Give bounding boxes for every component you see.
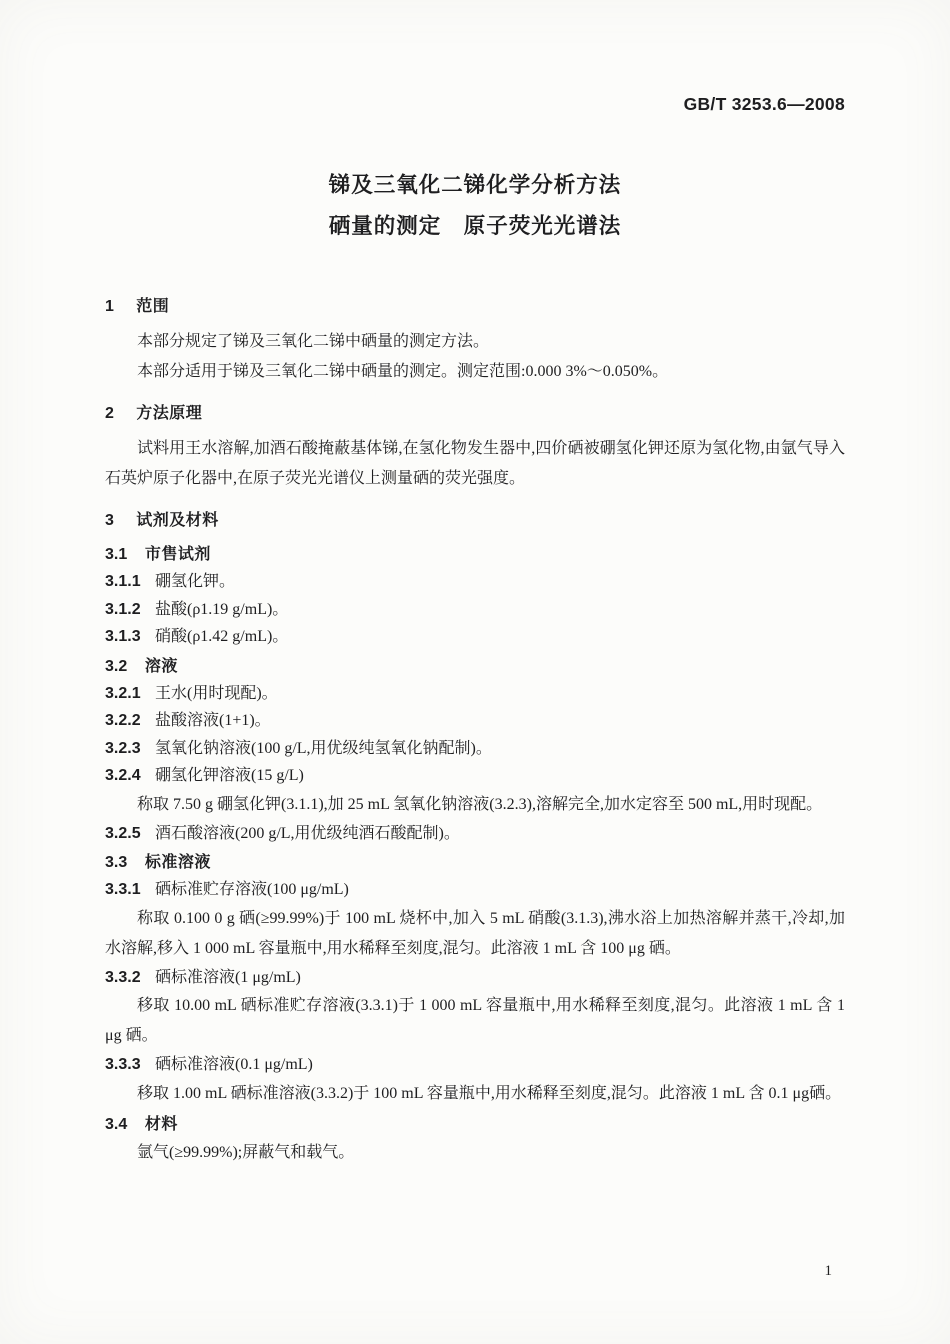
section-title: 范围 [136,298,170,315]
page-number: 1 [824,1263,832,1279]
paragraph: 氩气(≥99.99%);屏蔽气和载气。 [137,1143,355,1161]
subsection-heading [105,653,845,680]
clause-number: 3.3 [105,854,128,871]
clause-title: 硼氢化钾。 [154,573,235,590]
clause-title: 盐酸溶液(1+1)。 [154,712,271,729]
clause-title: 硼氢化钾溶液(15 g/L) [154,767,304,784]
paragraph: 移取 10.00 mL 硒标准贮存溶液(3.3.1)于 1 000 mL 容量瓶中,用水稀释至刻度,混匀。此溶液 1 mL 含 1 μg 硒。 [105,997,845,1044]
clause-number: 3.2.2 [105,712,141,729]
document-body [105,293,845,1168]
clause-number: 3.3.3 [105,1056,141,1073]
section-title: 方法原理 [136,405,203,422]
clause-number: 3.4 [105,1115,128,1133]
clause-heading [105,876,845,904]
subsection-heading [105,849,845,876]
section-heading-principle [105,400,845,427]
clause-number: 3.1.3 [105,628,141,645]
section-heading-reagents [105,507,845,534]
section-title: 试剂及材料 [136,512,219,529]
clause-title: 硒标准贮存溶液(100 μg/mL) [154,881,349,898]
clause-heading [105,735,845,763]
clause-number: 3.1 [105,546,128,563]
section-number: 1 [105,298,114,315]
document-title-line2: 硒量的测定 原子荧光光谱法 [328,214,622,238]
clause-heading [105,762,845,790]
clause-title: 王水(用时现配)。 [154,684,278,702]
paragraph: 称取 7.50 g 硼氢化钾(3.1.1),加 25 mL 氢氧化钠溶液(3.2.3),溶解完全,加水定容至 500 mL,用时现配。 [137,795,823,813]
clause-number: 3.2.4 [105,767,141,784]
clause-heading [105,680,845,708]
clause-number: 3.1.1 [105,573,141,590]
clause-title: 市售试剂 [144,546,211,563]
subsection-heading [105,1111,845,1138]
clause-title: 硒标准溶液(1 μg/mL) [154,968,301,986]
clause-number: 3.3.2 [105,968,141,986]
clause-heading [105,707,845,735]
clause-heading [105,964,845,992]
clause-number: 3.2.1 [105,684,141,702]
clause-number: 3.2.5 [105,824,141,842]
clause-title: 酒石酸溶液(200 g/L,用优级纯酒石酸配制)。 [154,824,460,842]
clause-title: 盐酸(ρ1.19 g/mL)。 [154,600,289,618]
clause-heading [105,820,845,848]
paragraph: 移取 1.00 mL 硒标准溶液(3.3.2)于 100 mL 容量瓶中,用水稀释至刻度,混匀。此溶液 1 mL 含 0.1 μg硒。 [137,1084,842,1102]
clause-title: 氢氧化钠溶液(100 g/L,用优级纯氢氧化钠配制)。 [154,739,492,757]
paragraph: 本部分适用于锑及三氧化二锑中硒量的测定。测定范围:0.000 3%～0.050%。 [137,363,669,380]
clause-heading [105,568,845,596]
clause-number: 3.1.2 [105,600,141,618]
clause-title: 标准溶液 [144,854,211,871]
clause-title: 材料 [144,1115,178,1133]
clause-title: 硒标准溶液(0.1 μg/mL) [154,1056,313,1073]
clause-number: 3.2 [105,657,128,675]
clause-number: 3.2.3 [105,739,141,757]
subsection-heading [105,541,845,568]
section-number: 2 [105,405,114,422]
section-number: 3 [105,512,114,529]
clause-title: 硝酸(ρ1.42 g/mL)。 [154,628,289,645]
clause-heading [105,623,845,651]
clause-heading [105,1051,845,1079]
paragraph: 试料用王水溶解,加酒石酸掩蔽基体锑,在氢化物发生器中,四价硒被硼氢化钾还原为氢化物,由氩气导入石英炉原子化器中,在原子荧光光谱仪上测量硒的荧光强度。 [105,440,845,487]
paragraph: 本部分规定了锑及三氧化二锑中硒量的测定方法。 [137,333,490,350]
paragraph: 称取 0.100 0 g 硒(≥99.99%)于 100 mL 烧杯中,加入 5 mL 硝酸(3.1.3),沸水浴上加热溶解并蒸干,冷却,加水溶解,移入 1 000 mL 容量瓶中,用水稀释至刻度,混匀。此溶液 1 mL 含 100 μg 硒。 [105,909,845,957]
section-heading-scope [105,293,845,320]
clause-heading [105,596,845,624]
document-title-line1: 锑及三氧化二锑化学分析方法 [328,173,622,197]
clause-number: 3.3.1 [105,881,141,898]
standard-number: GB/T 3253.6—2008 [683,94,845,114]
clause-title: 溶液 [144,657,178,675]
document-title [105,165,845,247]
